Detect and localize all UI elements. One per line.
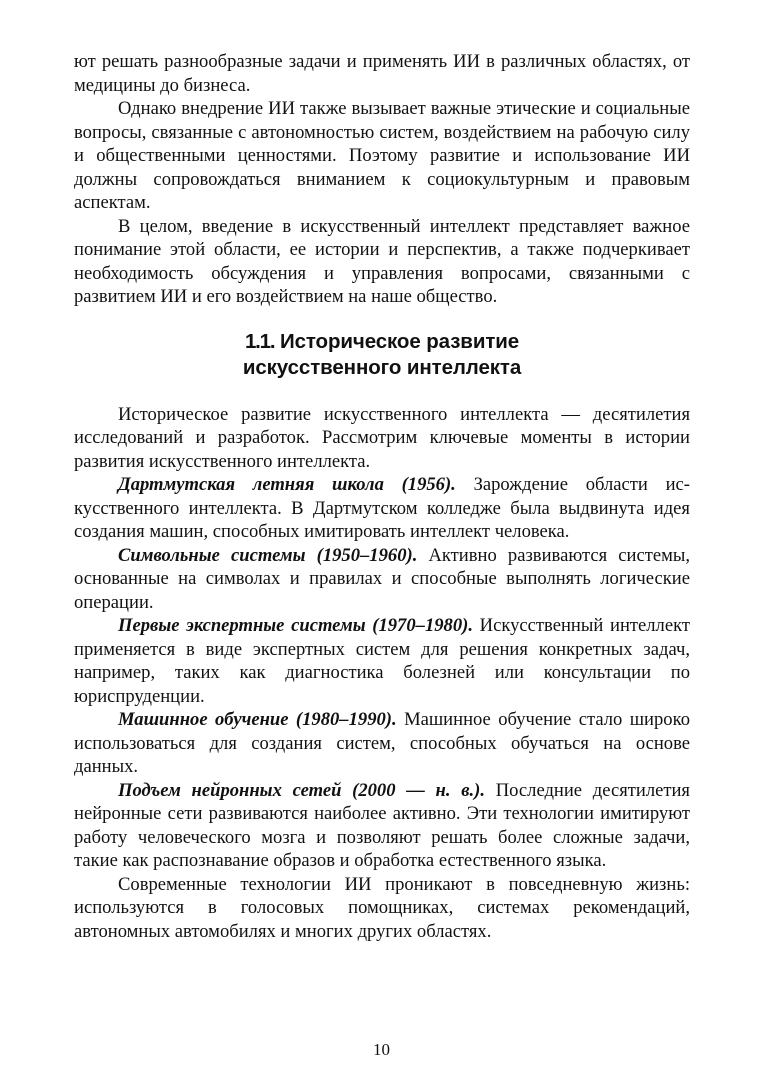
page-content [74, 50, 690, 943]
section-heading-line-1 [74, 329, 690, 355]
milestone-lead: Дартмутская летняя школа (1956). [118, 474, 456, 495]
page-number: 10 [373, 1040, 390, 1059]
intro-paragraph-1: ют решать разнообразные задачи и применять ИИ в различных областях, от медицины до бизнеса. [74, 51, 690, 96]
body-paragraph-1: Историческое развитие искусственного интеллекта — десятилетия исследований и разработок. Рассмотрим ключевые моменты в истории развития искусственного интеллекта. [74, 403, 690, 472]
milestone-text: Последние десятилетия нейронные сети развиваются наиболее активно. Эти технологии имитируют работу человеческого мозга и позволяют решать более сложные задачи, такие как распознавание образов и обработка естественного языка. [74, 779, 690, 871]
intro-paragraph-2: Однако внедрение ИИ также вызывает важные этические и социальные вопросы, связанные с автономностью систем, воздействием на рабочую силу и общественными ценностями. Поэтому развитие и использование ИИ должны сопровождаться вниманием к социокультурным и правовым аспектам. [74, 98, 690, 213]
section-number: 1.1. [244, 329, 275, 353]
milestone-text: Машинное обучение стало широко использоваться для создания систем, способных обучаться на основе данных. [74, 709, 690, 777]
milestone-lead: Символьные системы (1950–1960). [118, 544, 418, 566]
milestone-paragraph [74, 544, 690, 615]
milestone-lead: Первые экспертные системы (1970–1980). [118, 615, 473, 636]
milestone-paragraph [74, 779, 690, 873]
body-paragraph-last: Современные технологии ИИ проникают в повседневную жизнь: используются в голосовых помощниках, системах рекомендаций, автономных автомобилях и многих других областях. [74, 873, 690, 942]
milestone-paragraph [74, 473, 690, 544]
milestone-text: Активно развиваются системы, основанные на символах и правилах и способные выполнять логические операции. [74, 544, 690, 613]
section-heading [74, 329, 690, 381]
milestone-lead: Подъем нейронных сетей (2000 — н. в.). [118, 779, 485, 801]
section-title-line-2: искусственного интеллекта [242, 355, 522, 379]
intro-paragraph-3: В целом, введение в искусственный интеллект представляет важное понимание этой области, ее истории и перспектив, а также подчеркивает необходимость обсуждения и управления вопросами, связанными с развитием ИИ и его воздействием на наше общество. [74, 215, 690, 307]
milestone-paragraph [74, 614, 690, 708]
milestone-text: Искусственный интеллект применяется в виде экспертных систем для решения конкретных задач, например, таких как диагностика болезней или консультации по юриспруденции. [74, 615, 690, 707]
milestone-lead: Машинное обучение (1980–1990). [118, 709, 397, 730]
milestone-text: Зарождение области искусственного интеллекта. В Дартмутском колледже была выдвинута идея создания машин, способных имитировать интеллект человека. [74, 474, 690, 542]
section-title-line-1: Историческое развитие [279, 329, 520, 353]
milestone-paragraph [74, 708, 690, 779]
